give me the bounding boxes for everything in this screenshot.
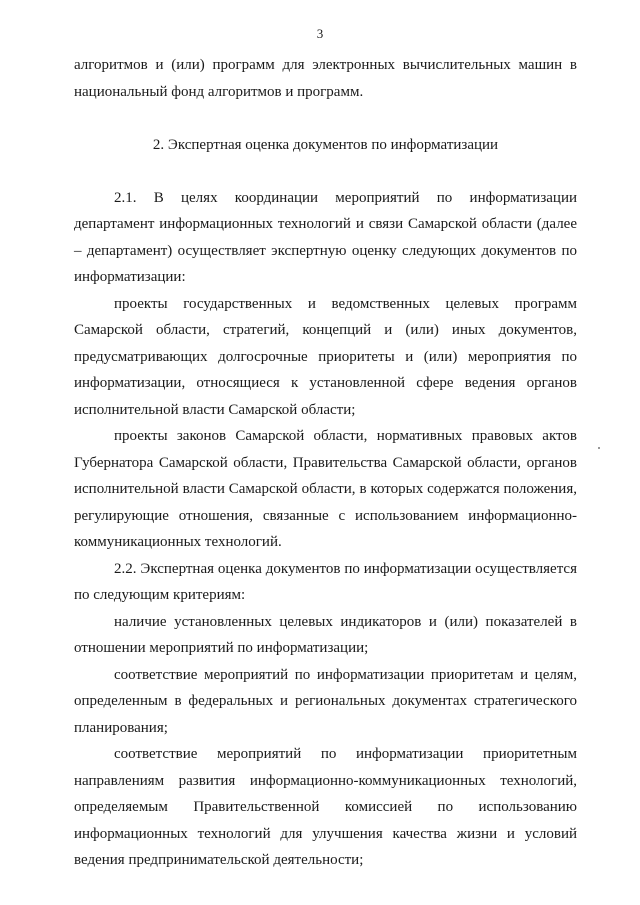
criterion-directions: соответствие мероприятий по информатизации приоритетным направлениям развития информационно-коммуникационных технологий, определяемым Правительственной комиссией по использованию информационных технологий для улучшения качества жизни и условий ведения предпринимательской деятельности; bbox=[74, 746, 577, 868]
page-number: 3 bbox=[316, 26, 324, 41]
scan-speck bbox=[598, 447, 600, 449]
criterion-indicators: наличие установленных целевых индикаторов и (или) показателей в отношении мероприятий по информатизации; bbox=[74, 613, 577, 656]
section-heading: 2. Экспертная оценка документов по информатизации bbox=[152, 137, 499, 153]
criterion-priorities: соответствие мероприятий по информатизации приоритетам и целям, определенным в федеральных и региональных документах стратегического планирования; bbox=[74, 666, 577, 736]
document-body bbox=[74, 52, 577, 874]
paragraph-continuation: алгоритмов и (или) программ для электронных вычислительных машин в национальный фонд алгоритмов и программ. bbox=[74, 57, 577, 100]
list-item-laws: проекты законов Самарской области, нормативных правовых актов Губернатора Самарской области, Правительства Самарской области, органов исполнительной власти Самарской области, в которых содержатся положения, регулирующие отношения, связанные с использованием информационно-коммуникационных технологий. bbox=[74, 428, 577, 550]
list-item-programs: проекты государственных и ведомственных целевых программ Самарской области, стратегий, концепций и (или) иных документов, предусматривающих долгосрочные приоритеты и (или) мероприятия по информатизации, относящиеся к установленной сфере ведения органов исполнительной власти Самарской области; bbox=[74, 295, 577, 418]
paragraph-2-2: 2.2. Экспертная оценка документов по информатизации осуществляется по следующим критериям: bbox=[74, 560, 577, 603]
paragraph-2-1: 2.1. В целях координации мероприятий по информатизации департамент информационных технологий и связи Самарской области (далее – департамент) осуществляет экспертную оценку следующих документов по информатизации: bbox=[74, 189, 577, 285]
